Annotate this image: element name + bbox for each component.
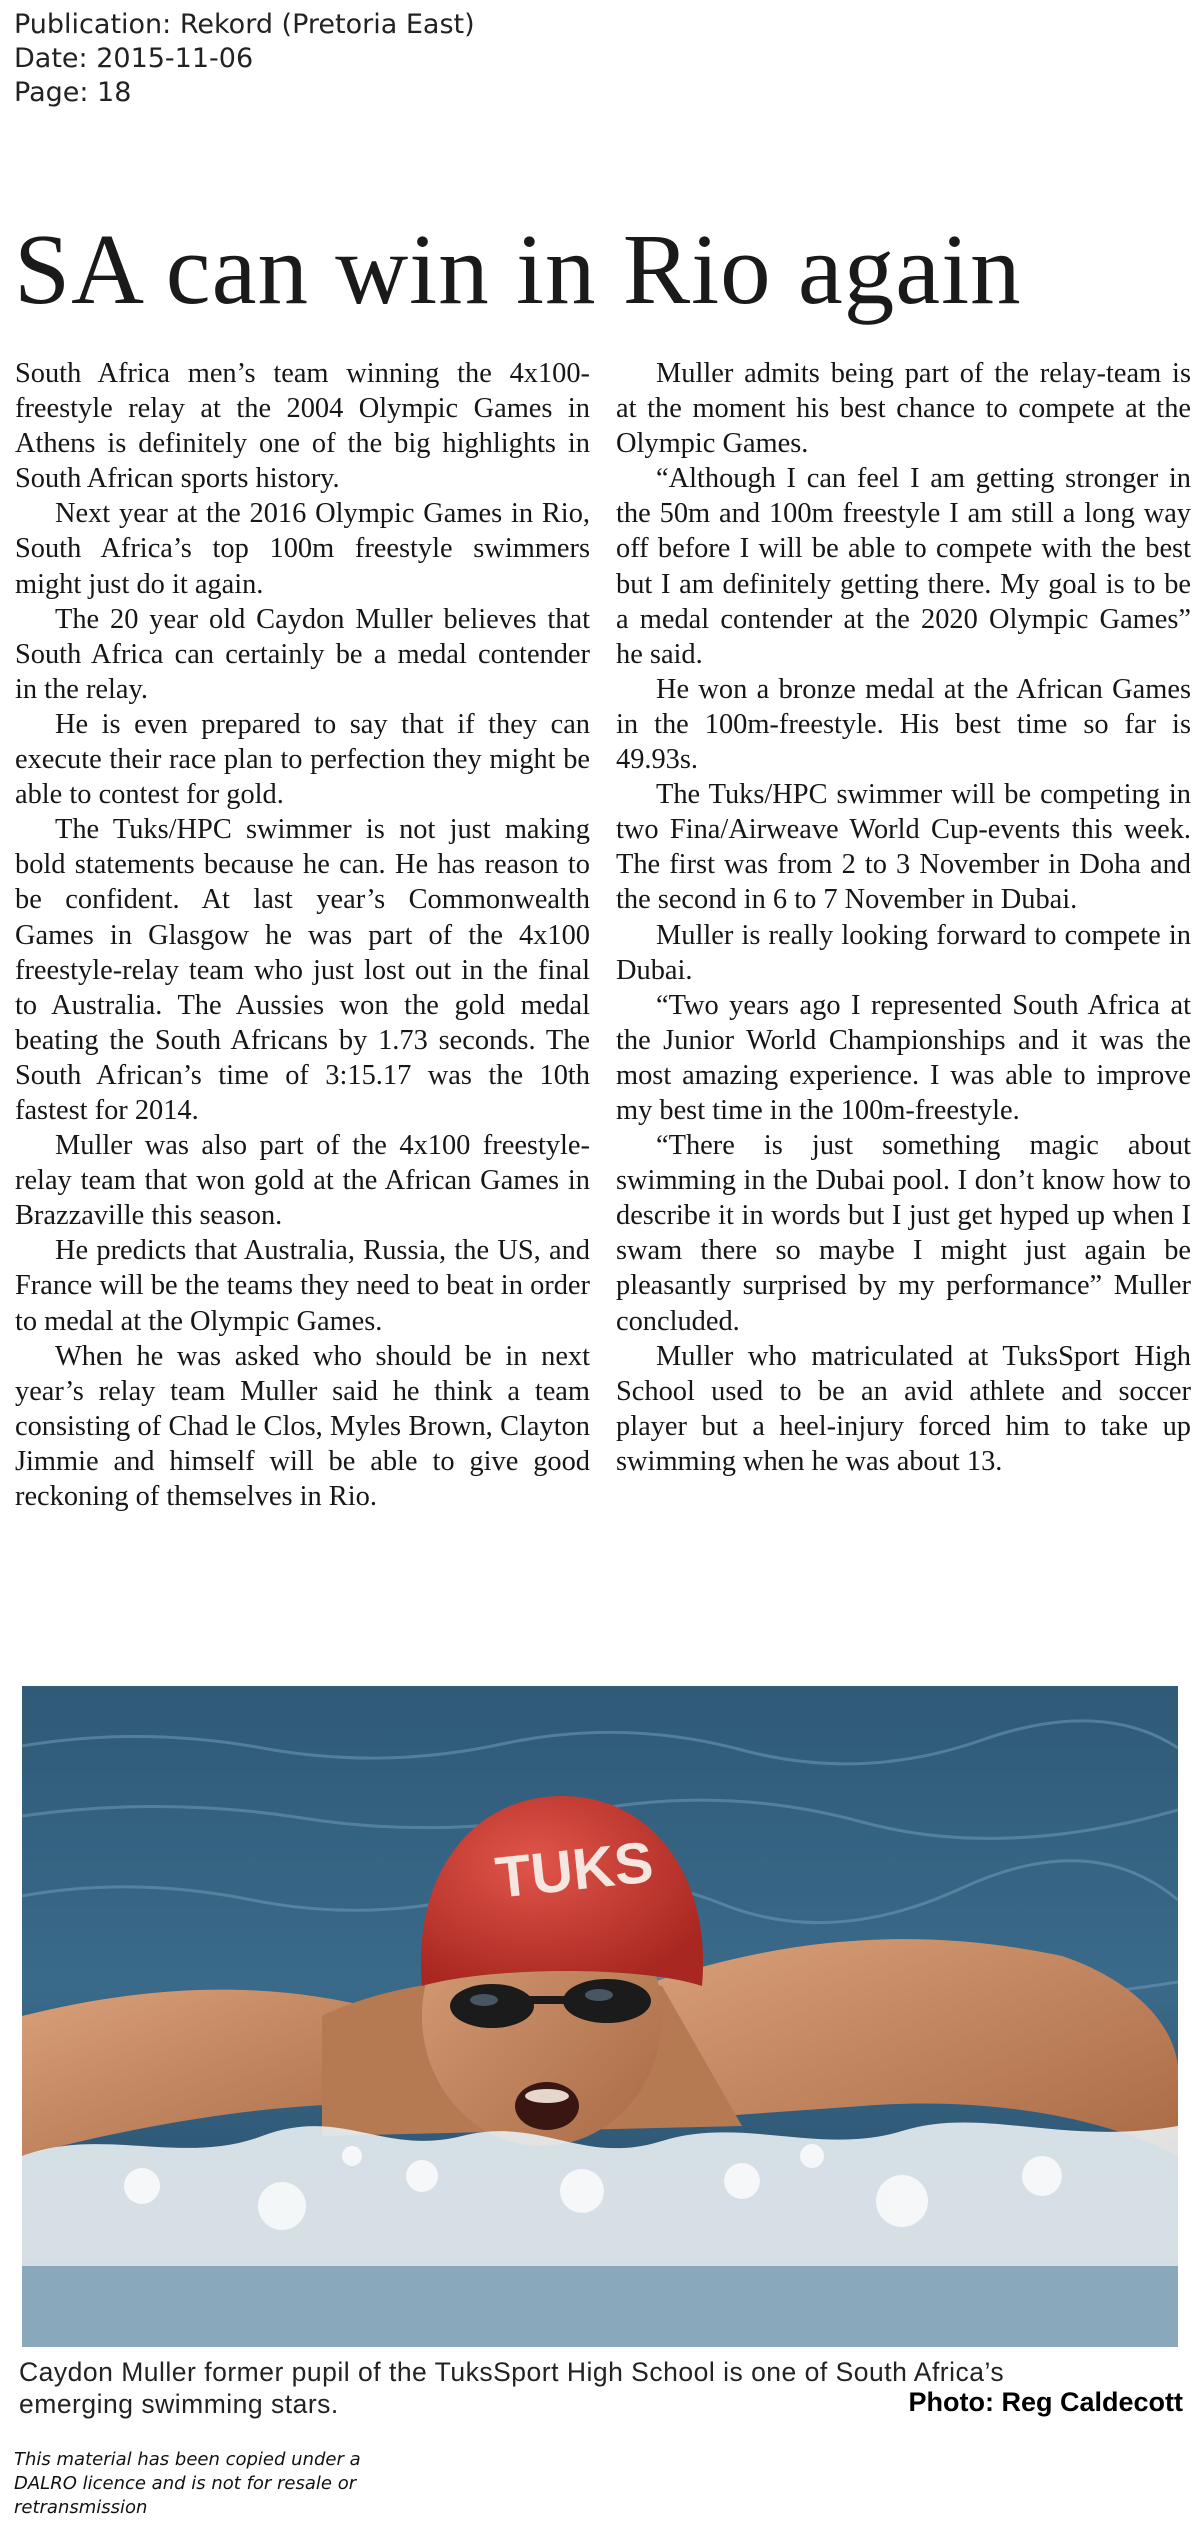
article-column-1 [15, 356, 590, 1514]
paragraph: Muller is really looking forward to compete in Dubai. [616, 919, 1191, 986]
paragraph: He predicts that Australia, Russia, the US, and France will be the teams they need to beat in order to medal at the Olympic Games. [15, 1235, 590, 1337]
publication-meta [14, 8, 475, 110]
paragraph: The Tuks/HPC swimmer will be competing in two Fina/Airweave World Cup-events this week. The first was from 2 to 3 November in Doha and the second in 6 to 7 November in Dubai. [616, 779, 1191, 916]
page-line: Page: 18 [14, 77, 132, 108]
article-column-2 [616, 356, 1191, 1479]
paragraph: He is even prepared to say that if they can execute their race plan to perfection they might be able to contest for gold. [15, 708, 590, 811]
paragraph: Next year at the 2016 Olympic Games in Rio, South Africa’s top 100m freestyle swimmers might just do it again. [15, 498, 590, 600]
paragraph: When he was asked who should be in next year’s relay team Muller said he think a team consisting of Chad le Clos, Myles Brown, Clayton Jimmie and himself will be able to give good reckoning of themselves in Rio. [15, 1340, 590, 1512]
paragraph: The 20 year old Caydon Muller believes that South Africa can certainly be a medal contender in the relay. [15, 603, 590, 705]
swimmer-teeth [525, 2089, 569, 2103]
photo-credit: Photo: Reg Caldecott [908, 2387, 1183, 2417]
water-reflection [22, 2266, 1178, 2347]
paragraph: Muller who matriculated at TuksSport High School used to be an avid athlete and soccer player but a heel-injury forced him to take up swimming when he was about 13. [616, 1340, 1191, 1477]
caption-text: Caydon Muller former pupil of the TuksSport High School is one of South Africa’s emerging swimming stars. [19, 2357, 1005, 2419]
swimmer-illustration [22, 1686, 1178, 2347]
swimmer-photo [22, 1686, 1178, 2347]
publication-line: Publication: Rekord (Pretoria East) [14, 9, 475, 40]
paragraph: Muller admits being part of the relay-team is at the moment his best chance to compete at the Olympic Games. [616, 358, 1191, 460]
paragraph: Muller was also part of the 4x100 freestyle-relay team that won gold at the African Games in Brazzaville this season. [15, 1130, 590, 1232]
paragraph: The Tuks/HPC swimmer is not just making bold statements because he can. He has reason to be confident. At last year’s Commonwealth Games in Glasgow he was part of the 4x100 freestyle-relay team who just lost out in the final to Australia. The Aussies won the gold medal beating the South Africans by 1.73 seconds. The South African’s time of 3:15.17 was the 10th fastest for 2014. [15, 814, 590, 1126]
copyright-notice: This material has been copied under a DALRO licence and is not for resale or retransmission [14, 2449, 361, 2518]
headline: SA can win in Rio again [14, 213, 1022, 325]
paragraph: He won a bronze medal at the African Games in the 100m-freestyle. His best time so far is 49.93s. [616, 673, 1191, 776]
paragraph: South Africa men’s team winning the 4x100-freestyle relay at the 2004 Olympic Games in Athens is definitely one of the big highlights in South African sports history. [15, 358, 590, 495]
cap-lettering: TUKS [492, 1829, 657, 1911]
paragraph: “Although I can feel I am getting stronger in the 50m and 100m freestyle I am still a long way off before I will be able to compete with the best but I am definitely getting there. My goal is to be a medal contender at the 2020 Olympic Games” he said. [616, 463, 1191, 670]
paragraph: “There is just something magic about swimming in the Dubai pool. I don’t know how to describe it in words but I just get hyped up when I swam there so maybe I might just again be pleasantly surprised by my performance” Muller concluded. [616, 1130, 1191, 1337]
date-line: Date: 2015-11-06 [14, 43, 254, 74]
paragraph: “Two years ago I represented South Africa at the Junior World Championships and it was the most amazing experience. I was able to improve my best time in the 100m-freestyle. [616, 989, 1191, 1126]
